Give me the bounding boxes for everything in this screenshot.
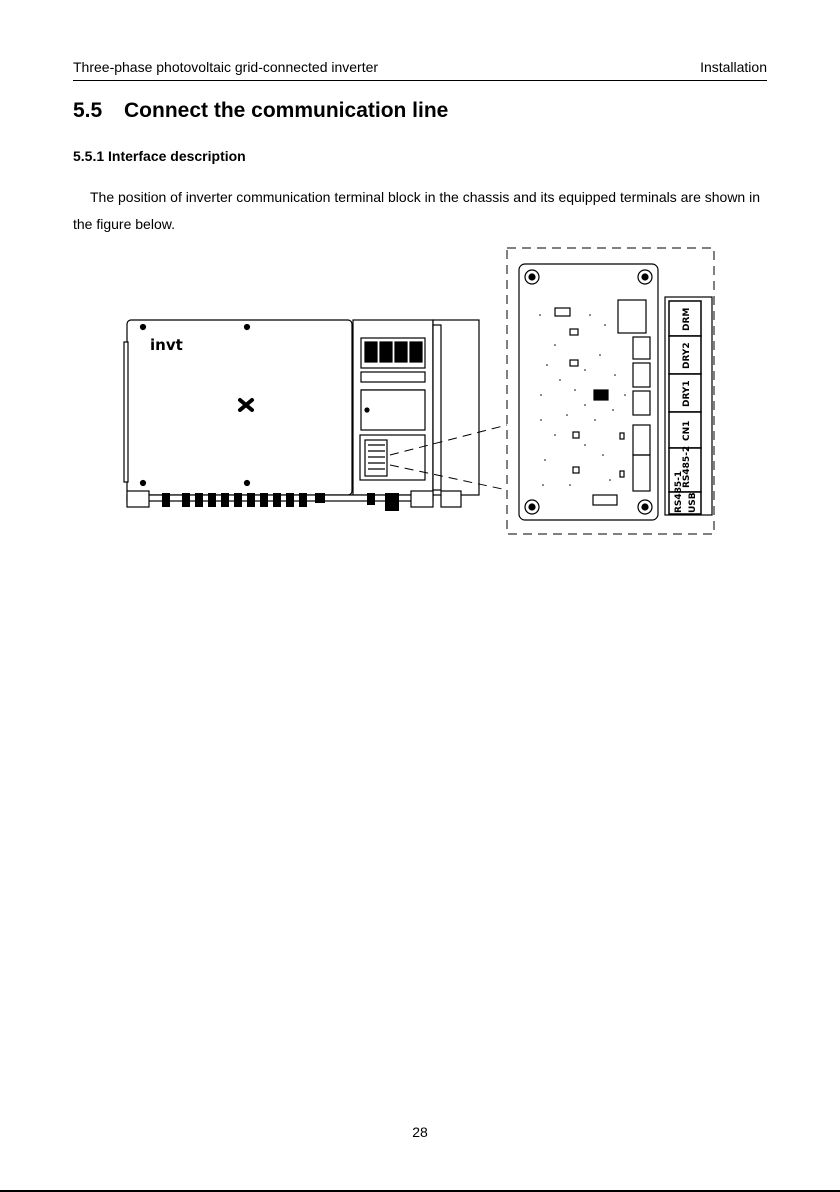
terminal-label-rs485-2: RS485-2 [682,445,692,488]
section-heading [73,97,448,125]
header-chapter-name: Installation [700,59,767,75]
paragraph-text: The position of inverter communication terminal block in the chassis and its equipped terminals are shown in the figure below. [73,189,761,232]
terminal-label-dry2: DRY2 [682,342,692,369]
header-document-title: Three-phase photovoltaic grid-connected inverter [73,59,379,75]
inverter-figure [115,245,717,537]
section-number: 5.5 [73,99,103,122]
terminal-label-drm: DRM [682,307,692,331]
section-title: Connect the communication line [124,99,449,122]
brand-logo: invt [150,336,183,354]
page-number: 28 [412,1124,428,1140]
terminal-label-usb: USB [688,492,698,513]
running-header [73,56,767,81]
circuit-board [519,264,658,520]
body-paragraph [73,184,767,238]
terminal-label-cn1: CN1 [682,420,692,441]
terminal-label-dry1: DRY1 [682,380,692,407]
subsection-heading: 5.5.1 Interface description [73,148,246,164]
terminal-label-rs485-1: RS485-1 [674,470,684,513]
inverter-diagram [115,245,717,537]
